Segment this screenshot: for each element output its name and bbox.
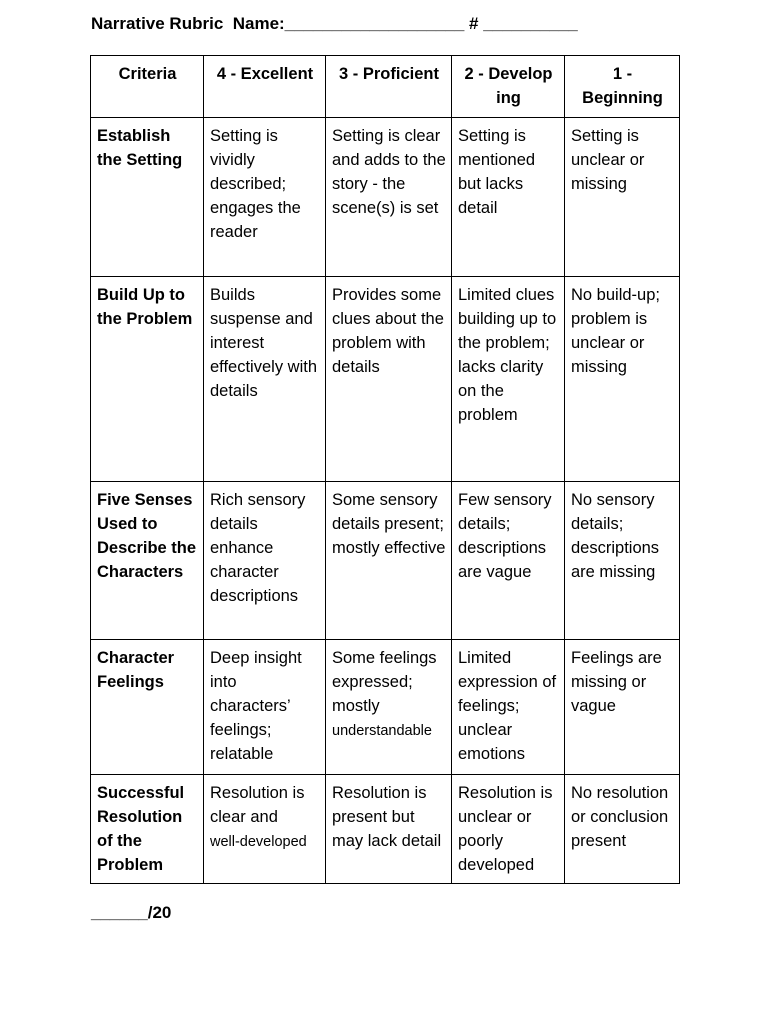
criteria-cell: Five Senses Used to Describe the Characters — [91, 482, 204, 640]
column-header-criteria: Criteria — [91, 56, 204, 118]
beginning-cell: No resolution or conclusion present — [565, 775, 680, 884]
excellent-cell: Builds suspense and interest effectively with details — [204, 277, 326, 482]
table-row — [91, 775, 680, 884]
excellent-cell — [204, 775, 326, 884]
score-line: ______/20 — [91, 903, 172, 922]
rubric-header: Narrative Rubric Name:___________________ # __________ — [91, 14, 578, 33]
excellent-cell: Rich sensory details enhance character descriptions — [204, 482, 326, 640]
criteria-cell: Build Up to the Problem — [91, 277, 204, 482]
excellent-cell: Deep insight into characters’ feelings; relatable — [204, 640, 326, 775]
proficient-cell — [326, 640, 452, 775]
proficient-cell: Some sensory details present; mostly effective — [326, 482, 452, 640]
proficient-cell: Setting is clear and adds to the story - the scene(s) is set — [326, 118, 452, 277]
table-row — [91, 118, 680, 277]
table-row — [91, 482, 680, 640]
column-header-excellent: 4 - Excellent — [204, 56, 326, 118]
table-row — [91, 277, 680, 482]
developing-cell: Few sensory details; descriptions are vague — [452, 482, 565, 640]
excellent-text: Resolution is clear and — [210, 784, 305, 826]
developing-cell: Limited clues building up to the problem; lacks clarity on the problem — [452, 277, 565, 482]
beginning-cell: No build-up; problem is unclear or missing — [565, 277, 680, 482]
beginning-cell: No sensory details; descriptions are missing — [565, 482, 680, 640]
beginning-cell: Setting is unclear or missing — [565, 118, 680, 277]
proficient-cell: Provides some clues about the problem with details — [326, 277, 452, 482]
table-row — [91, 640, 680, 775]
criteria-cell: Establish the Setting — [91, 118, 204, 277]
table-header-row — [91, 56, 680, 118]
excellent-text-small: well-developed — [210, 834, 307, 850]
proficient-text: Some feelings expressed; mostly — [332, 649, 437, 715]
criteria-cell: Character Feelings — [91, 640, 204, 775]
column-header-developing: 2 - Develop ing — [452, 56, 565, 118]
proficient-cell: Resolution is present but may lack detail — [326, 775, 452, 884]
proficient-text-small: understandable — [332, 723, 432, 739]
column-header-beginning: 1 - Beginning — [565, 56, 680, 118]
column-header-proficient: 3 - Proficient — [326, 56, 452, 118]
developing-cell: Setting is mentioned but lacks detail — [452, 118, 565, 277]
developing-cell: Limited expression of feelings; unclear emotions — [452, 640, 565, 775]
rubric-table — [90, 55, 680, 884]
excellent-cell: Setting is vividly described; engages the reader — [204, 118, 326, 277]
developing-cell: Resolution is unclear or poorly developed — [452, 775, 565, 884]
criteria-cell: Successful Resolution of the Problem — [91, 775, 204, 884]
beginning-cell: Feelings are missing or vague — [565, 640, 680, 775]
